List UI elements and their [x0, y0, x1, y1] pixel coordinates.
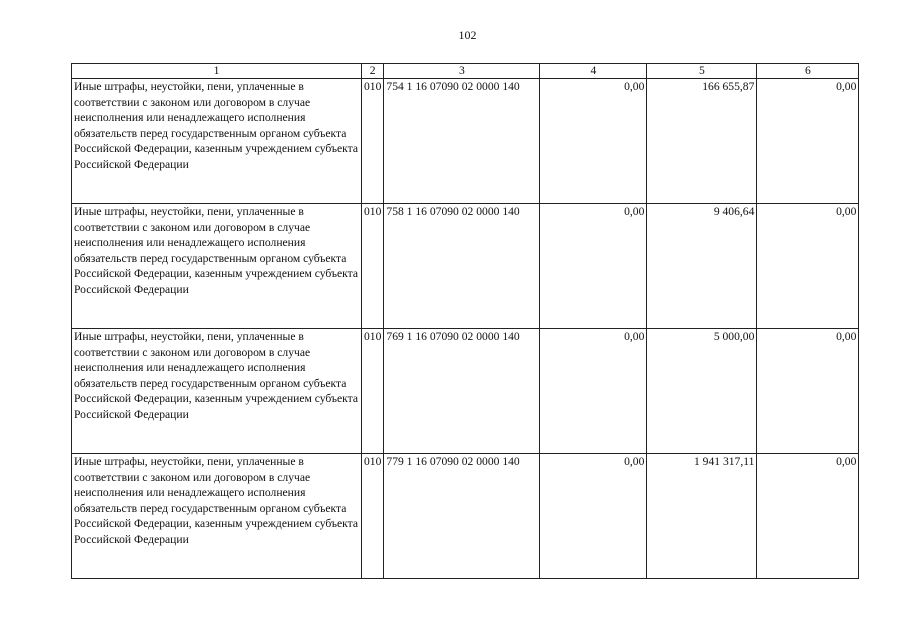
row-line-code: 010: [362, 79, 384, 204]
row-name: Иные штрафы, неустойки, пени, уплаченные в соответствии с законом или договором в случае неисполнения или ненадлежащего исполнения обязательств перед государственным органом субъекта Российской Федерации, казенным учреждением субъекта Российской Федерации: [72, 329, 362, 454]
row-col4-value: 0,00: [540, 79, 647, 204]
row-name: Иные штрафы, неустойки, пени, уплаченные в соответствии с законом или договором в случае неисполнения или ненадлежащего исполнения обязательств перед государственным органом субъекта Российской Федерации, казенным учреждением субъекта Российской Федерации: [72, 79, 362, 204]
row-col6-value: 0,00: [757, 204, 859, 329]
row-col5-value: 166 655,87: [647, 79, 757, 204]
header-col-1: 1: [72, 64, 362, 79]
row-col4-value: 0,00: [540, 204, 647, 329]
row-name: Иные штрафы, неустойки, пени, уплаченные в соответствии с законом или договором в случае неисполнения или ненадлежащего исполнения обязательств перед государственным органом субъекта Российской Федерации, казенным учреждением субъекта Российской Федерации: [72, 204, 362, 329]
row-kbk-code: 769 1 16 07090 02 0000 140: [384, 329, 540, 454]
row-kbk-code: 779 1 16 07090 02 0000 140: [384, 454, 540, 579]
row-line-code: 010: [362, 454, 384, 579]
header-row: [72, 64, 859, 79]
row-col6-value: 0,00: [757, 329, 859, 454]
row-col6-value: 0,00: [757, 454, 859, 579]
report-table: [71, 63, 859, 579]
header-col-5: 5: [647, 64, 757, 79]
row-col4-value: 0,00: [540, 454, 647, 579]
row-col5-value: 1 941 317,11: [647, 454, 757, 579]
row-name: Иные штрафы, неустойки, пени, уплаченные в соответствии с законом или договором в случае неисполнения или ненадлежащего исполнения обязательств перед государственным органом субъекта Российской Федерации, казенным учреждением субъекта Российской Федерации: [72, 454, 362, 579]
table-row: [72, 329, 859, 454]
row-col5-value: 5 000,00: [647, 329, 757, 454]
row-col4-value: 0,00: [540, 329, 647, 454]
row-col5-value: 9 406,64: [647, 204, 757, 329]
table-row: [72, 454, 859, 579]
table-row: [72, 79, 859, 204]
row-kbk-code: 758 1 16 07090 02 0000 140: [384, 204, 540, 329]
page-number: 102: [458, 28, 477, 42]
header-col-3: 3: [384, 64, 540, 79]
row-col6-value: 0,00: [757, 79, 859, 204]
table-row: [72, 204, 859, 329]
row-line-code: 010: [362, 204, 384, 329]
header-col-4: 4: [540, 64, 647, 79]
row-kbk-code: 754 1 16 07090 02 0000 140: [384, 79, 540, 204]
header-col-6: 6: [757, 64, 859, 79]
row-line-code: 010: [362, 329, 384, 454]
header-col-2: 2: [362, 64, 384, 79]
